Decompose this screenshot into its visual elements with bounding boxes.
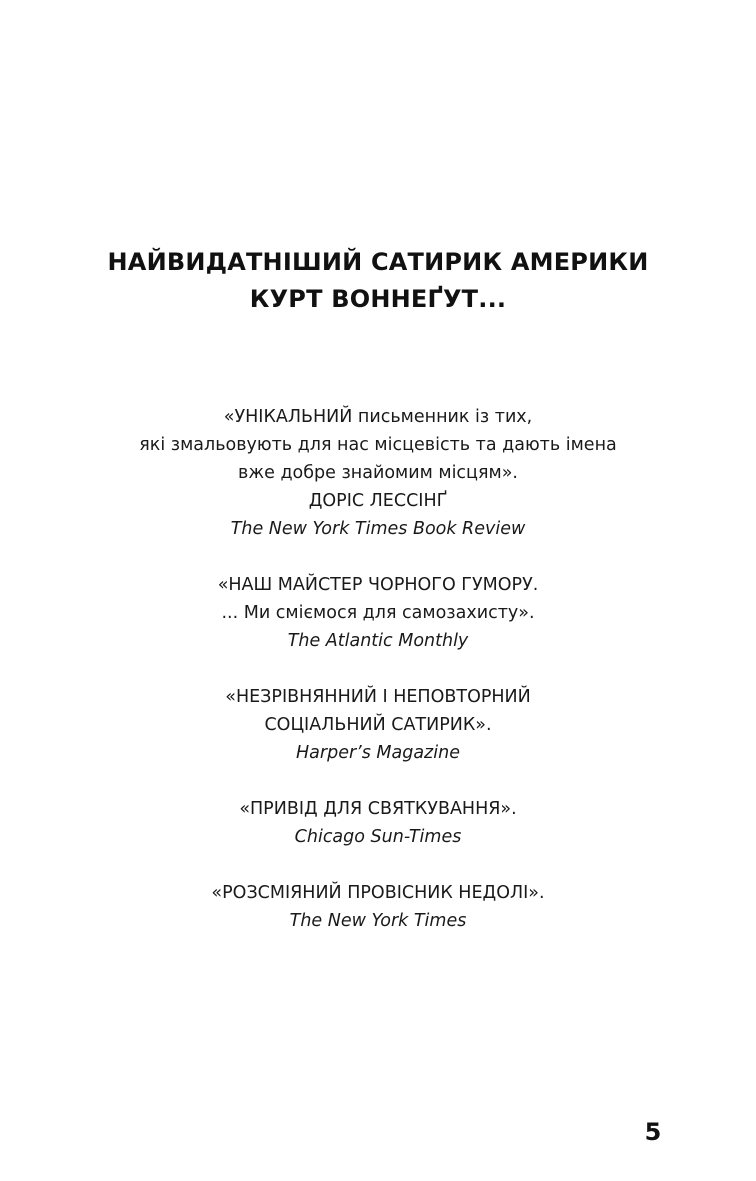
quote-chicago	[0, 795, 756, 851]
quote-author: ДОРІС ЛЕССІНҐ	[308, 491, 448, 511]
quote-text-line: «РОЗСМІЯНИЙ ПРОВІСНИК НЕДОЛІ».	[211, 883, 545, 903]
heading-line-2: КУРТ ВОННЕҐУТ...	[249, 285, 507, 313]
page-number: 5	[644, 1118, 662, 1146]
quote-nyt	[0, 879, 756, 935]
quote-text-line: «НЕЗРІВНЯННИЙ І НЕПОВТОРНИЙ	[225, 687, 531, 707]
quote-source: Harper’s Magazine	[296, 743, 460, 763]
quote-harpers	[0, 683, 756, 767]
quote-lessing	[0, 403, 756, 543]
heading-line-1: НАЙВИДАТНІШИЙ САТИРИК АМЕРИКИ	[107, 248, 649, 276]
quote-atlantic	[0, 571, 756, 655]
quote-text-line: «УНІКАЛЬНИЙ письменник із тих,	[223, 407, 533, 427]
quote-text-line: які змальовують для нас місцевість та дають імена	[139, 435, 617, 455]
quote-text-line: «ПРИВІД ДЛЯ СВЯТКУВАННЯ».	[239, 799, 517, 819]
quote-text-line: вже добре знайомим місцям».	[238, 463, 518, 483]
quote-text-line: ... Ми сміємося для самозахисту».	[221, 603, 535, 623]
review-quotes	[0, 403, 756, 963]
quote-source: The New York Times	[289, 911, 467, 931]
quote-source: The Atlantic Monthly	[287, 631, 469, 651]
page-heading	[0, 244, 756, 318]
quote-text-line: СОЦІАЛЬНИЙ САТИРИК».	[264, 715, 492, 735]
quote-source: The New York Times Book Review	[230, 519, 526, 539]
quote-source: Chicago Sun-Times	[294, 827, 462, 847]
quote-text-line: «НАШ МАЙСТЕР ЧОРНОГО ГУМОРУ.	[217, 575, 539, 595]
